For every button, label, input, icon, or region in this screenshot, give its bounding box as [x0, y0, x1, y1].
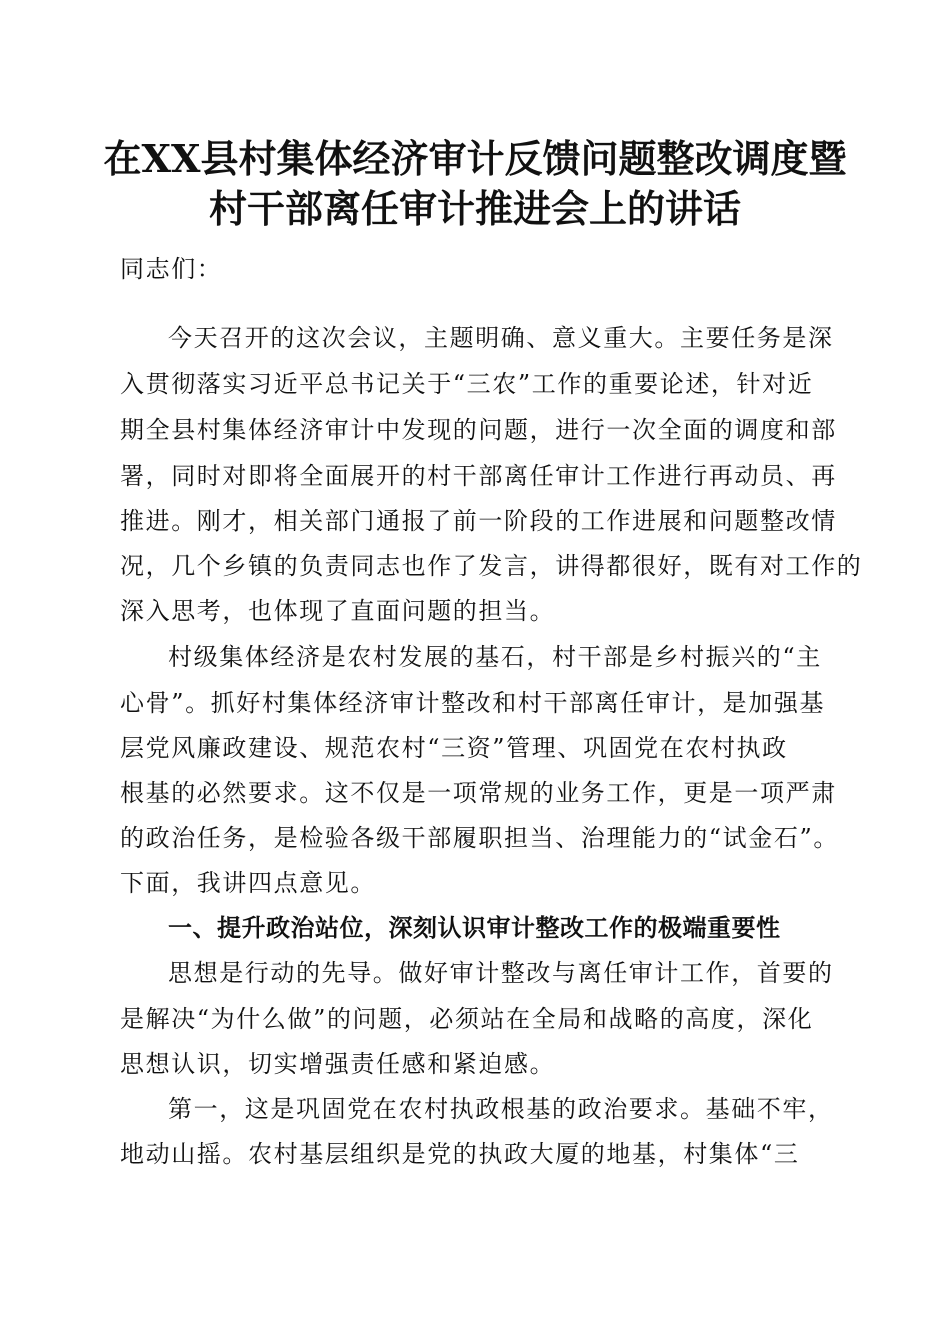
paragraph-line: 思想是行动的先导。做好审计整改与离任审计工作，首要的	[168, 959, 834, 987]
paragraph-line: 地动山摇。农村基层组织是党的执政大厦的地基，村集体“三	[120, 1140, 800, 1168]
paragraph-line: 第一，这是巩固党在农村执政根基的政治要求。基础不牢，	[168, 1095, 834, 1123]
document-title-line-2: 村干部离任审计推进会上的讲话	[208, 186, 741, 231]
section-heading: 一、提升政治站位，深刻认识审计整改工作的极端重要性	[168, 914, 781, 942]
paragraph-line: 下面，我讲四点意见。	[120, 869, 376, 897]
paragraph-line: 期全县村集体经济审计中发现的问题，进行一次全面的调度和部	[120, 416, 837, 444]
paragraph-line: 署，同时对即将全面展开的村干部离任审计工作进行再动员、再	[120, 462, 837, 490]
paragraph-line: 入贯彻落实习近平总书记关于“三农”工作的重要论述，针对近	[120, 370, 814, 398]
paragraph-line: 推进。刚才，相关部门通报了前一阶段的工作进展和问题整改情	[120, 507, 837, 535]
paragraph-line: 根基的必然要求。这不仅是一项常规的业务工作，更是一项严肃	[120, 779, 837, 807]
paragraph-line: 村级集体经济是农村发展的基石，村干部是乡村振兴的“主	[168, 643, 822, 671]
paragraph-line: 况，几个乡镇的负责同志也作了发言，讲得都很好，既有对工作的	[120, 552, 863, 580]
paragraph-line: 深入思考，也体现了直面问题的担当。	[120, 597, 556, 625]
paragraph-line: 今天召开的这次会议，主题明确、意义重大。主要任务是深	[168, 324, 834, 352]
paragraph-line: 心骨”。抓好村集体经济审计整改和村干部离任审计，是加强基	[120, 689, 826, 717]
paragraph-line: 思想认识，切实增强责任感和紧迫感。	[120, 1050, 556, 1078]
paragraph-line: 是解决“为什么做”的问题，必须站在全局和战略的高度，深化	[120, 1005, 814, 1033]
paragraph-line: 层党风廉政建设、规范农村“三资”管理、巩固党在农村执政	[120, 734, 788, 762]
salutation: 同志们：	[120, 255, 223, 283]
document-title-line-1: 在XX县村集体经济审计反馈问题整改调度暨	[103, 136, 847, 181]
paragraph-line: 的政治任务，是检验各级干部履职担当、治理能力的“试金石”。	[120, 824, 839, 852]
